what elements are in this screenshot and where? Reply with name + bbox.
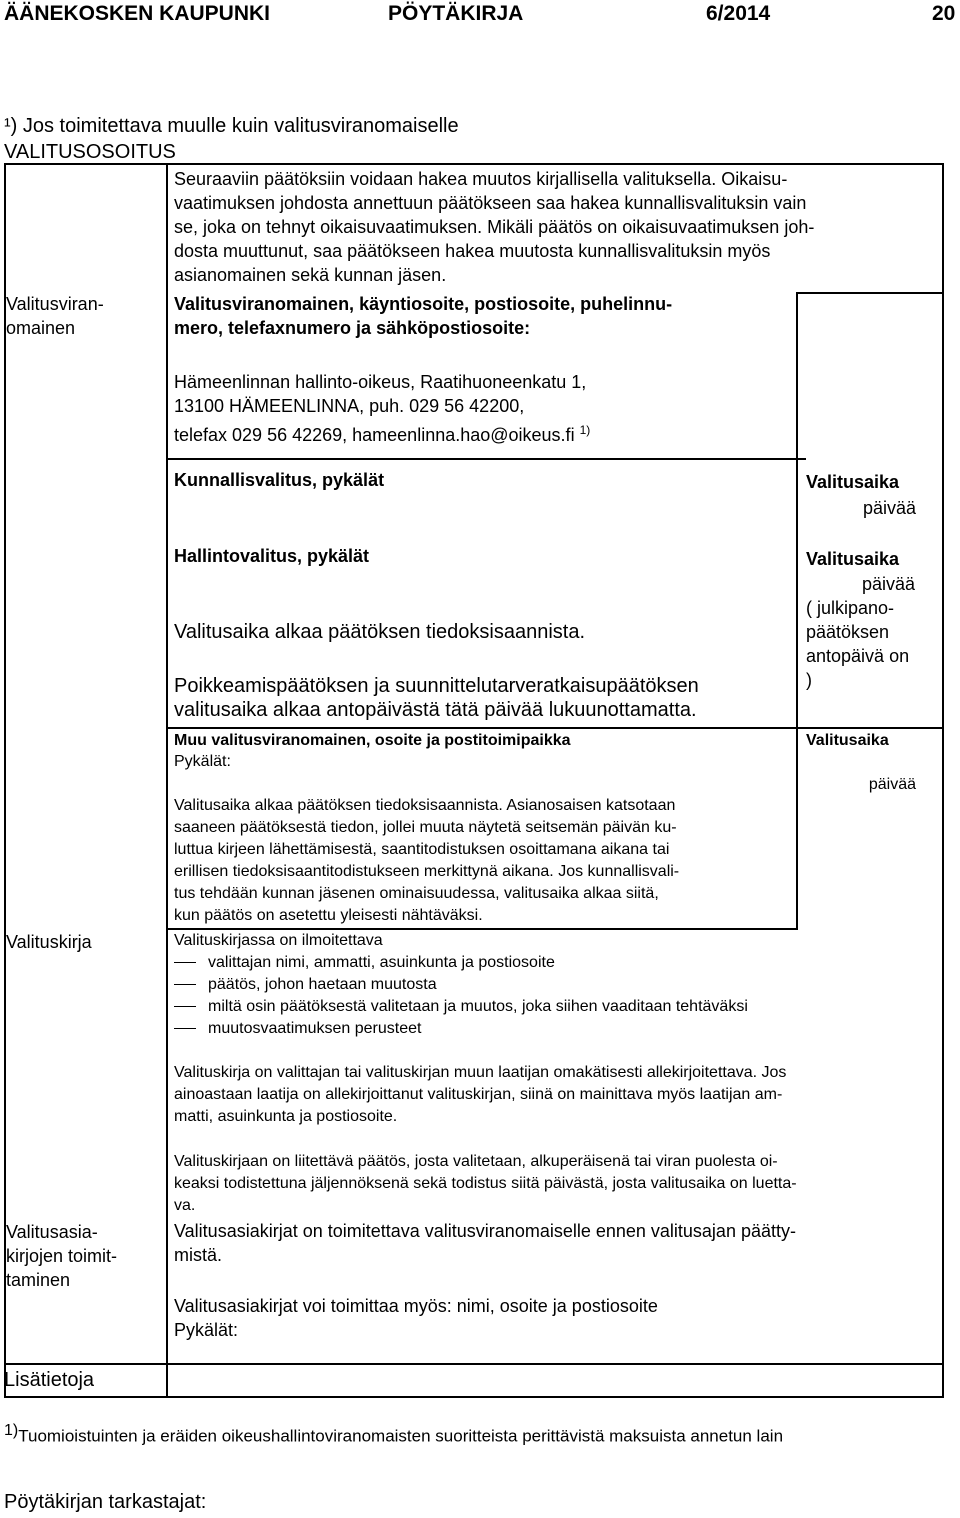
row-label-valituskirja: Valituskirja (6, 932, 92, 952)
list-item: miltä osin päätöksestä valitetaan ja muutos, joka siihen vaaditaan tehtäväksi (174, 996, 748, 1018)
muu-heading: Muu valitusviranomainen, osoite ja postitoimipaikka (174, 732, 571, 749)
list-item: valittajan nimi, ammatti, asuinkunta ja postiosoite (174, 952, 748, 974)
muu-time-label: Valitusaika (806, 732, 889, 749)
table-right-border (942, 163, 944, 1397)
hallinto-start-text: Valitusaika alkaa päätöksen tiedoksisaannista. (174, 621, 585, 643)
list-item: muutosvaatimuksen perusteet (174, 1018, 748, 1040)
toimittaminen-paragraph: Valitusasiakirjat on toimitettava valitusviranomaiselle ennen valitusajan päätty- mistä. (174, 1221, 796, 1265)
muu-time-days: päivää (868, 776, 916, 793)
toimittaminen-pykalat: Pykälät: (174, 1320, 239, 1340)
intro-footnote-ref: ¹) Jos toimitettava muulle kuin valitusviranomaiselle (4, 115, 459, 137)
muu-pykalat: Pykälät: (174, 753, 231, 770)
header-city: ÄÄNEKOSKEN KAUPUNKI (4, 2, 271, 25)
footnote: $^{1)}$Tuomioistuinten ja eräiden oikeushallintoviranomaisten suoritteista perittävistä maksuista annetun lain (4, 1422, 784, 1446)
valituskirja-signature-paragraph: Valituskirja on valittajan tai valituskirjan muun laatijan omakätisesti allekirjoitettava. Jos ainoastaan laatija on allekirjoittanut valituskirjan, siinä on mainittava myös laatijan am- matti, asuinkunta ja postiosoite. (174, 1064, 787, 1125)
valituskirja-attachment-paragraph: Valituskirjaan on liitettävä päätös, josta valitetaan, alkuperäisenä tai viran puolesta oi- keaksi todistettuna jäljennöksenä sekä todistus siitä päivästä, josta valitusaika on luetta- va. (174, 1153, 797, 1214)
intro-paragraph: Seuraaviin päätöksiin voidaan hakea muutos kirjallisella valituksella. Oikaisu- vaatimuksen johdosta annettuun päätökseen saa hakea kunnallisvalituksin vain se, joka on tehnyt oikaisuvaatimuksen. Mikäli päätös on oikaisuvaatimuksen joh- dosta muuttunut, saa päätökseen hakea muutosta kunnallisvalituksin myös asianomainen sekä kunnan jäsen. (174, 169, 815, 285)
table-left-border (4, 163, 6, 1397)
hallintovalitus-heading: Hallintovalitus, pykälät (174, 546, 370, 566)
time-column-top (796, 292, 942, 294)
table-top-border (4, 163, 944, 165)
header-doc-type: PÖYTÄKIRJA (388, 2, 524, 25)
kunnallis-box-top (166, 458, 806, 460)
muu-box-top (166, 727, 942, 729)
page-title: VALITUSOSOITUS (4, 141, 176, 163)
footnote-marker: 1) (4, 1422, 19, 1439)
address-heading: Valitusviranomainen, käyntiosoite, postiosoite, puhelinnu- mero, telefaxnumero ja sähköpostiosoite: (174, 294, 673, 338)
toimittaminen-address: Valitusasiakirjat voi toimittaa myös: nimi, osoite ja postiosoite (174, 1296, 658, 1316)
lisatietoja-row-top (4, 1363, 944, 1365)
hallinto-time-label: Valitusaika (806, 549, 900, 569)
time-column-divider (796, 292, 798, 930)
list-item: päätös, johon haetaan muutosta (174, 974, 748, 996)
row-label-valitusviranomainen: Valitusviran- omainen (6, 294, 104, 338)
header-number: 6/2014 (706, 2, 771, 25)
muu-paragraph: Valitusaika alkaa päätöksen tiedoksisaannista. Asianosaisen katsotaan saaneen päätöksestä tiedon, jollei muuta näytetä seitsemän päivän ku- luttua kirjeen lähettämisestä, saantitodistuksen osoittamana aikana tai erillisen tiedoksisaantitodistukseen merkittynä aikana. Jos kunnallisvali- tus tehdään kunnan jäsenen ominaisuudessa, valitusaika alkaa siitä, kun päätös on asetettu yleisesti nähtäväksi. (174, 797, 680, 924)
row-label-lisatietoja: Lisätietoja (4, 1369, 95, 1391)
hallinto-time-details: päivää ( julkipano- päätöksen antopäivä on ) (806, 574, 915, 690)
authority-address: Hämeenlinnan hallinto-oikeus, Raatihuoneenkatu 1, 13100 HÄMEENLINNA, puh. 029 56 42200, telefax 029 56 42269, hameenlinna.hao@oikeus.fi $^{1)}$ (174, 372, 591, 445)
signature-label: Pöytäkirjan tarkastajat: (4, 1491, 207, 1513)
valituskirja-intro: Valituskirjassa on ilmoitettava (174, 932, 383, 949)
table-bottom-border (4, 1396, 944, 1398)
address-footnote-marker: 1) (579, 423, 591, 437)
header-page: 20 (932, 2, 956, 25)
valituskirja-list (174, 952, 748, 1040)
kunnallisvalitus-heading: Kunnallisvalitus, pykälät (174, 470, 385, 490)
table-column-divider (166, 163, 168, 1397)
poikkeama-text: Poikkeamispäätöksen ja suunnittelutarveratkaisupäätöksen valitusaika alkaa antopäivästä tätä päivää lukuunottamatta. (174, 675, 699, 721)
kunnallis-time-label: Valitusaika (806, 472, 900, 492)
kunnallis-time-days: päivää (862, 498, 916, 518)
row-label-toimittaminen: Valitusasia- kirjojen toimit- taminen (6, 1222, 118, 1290)
